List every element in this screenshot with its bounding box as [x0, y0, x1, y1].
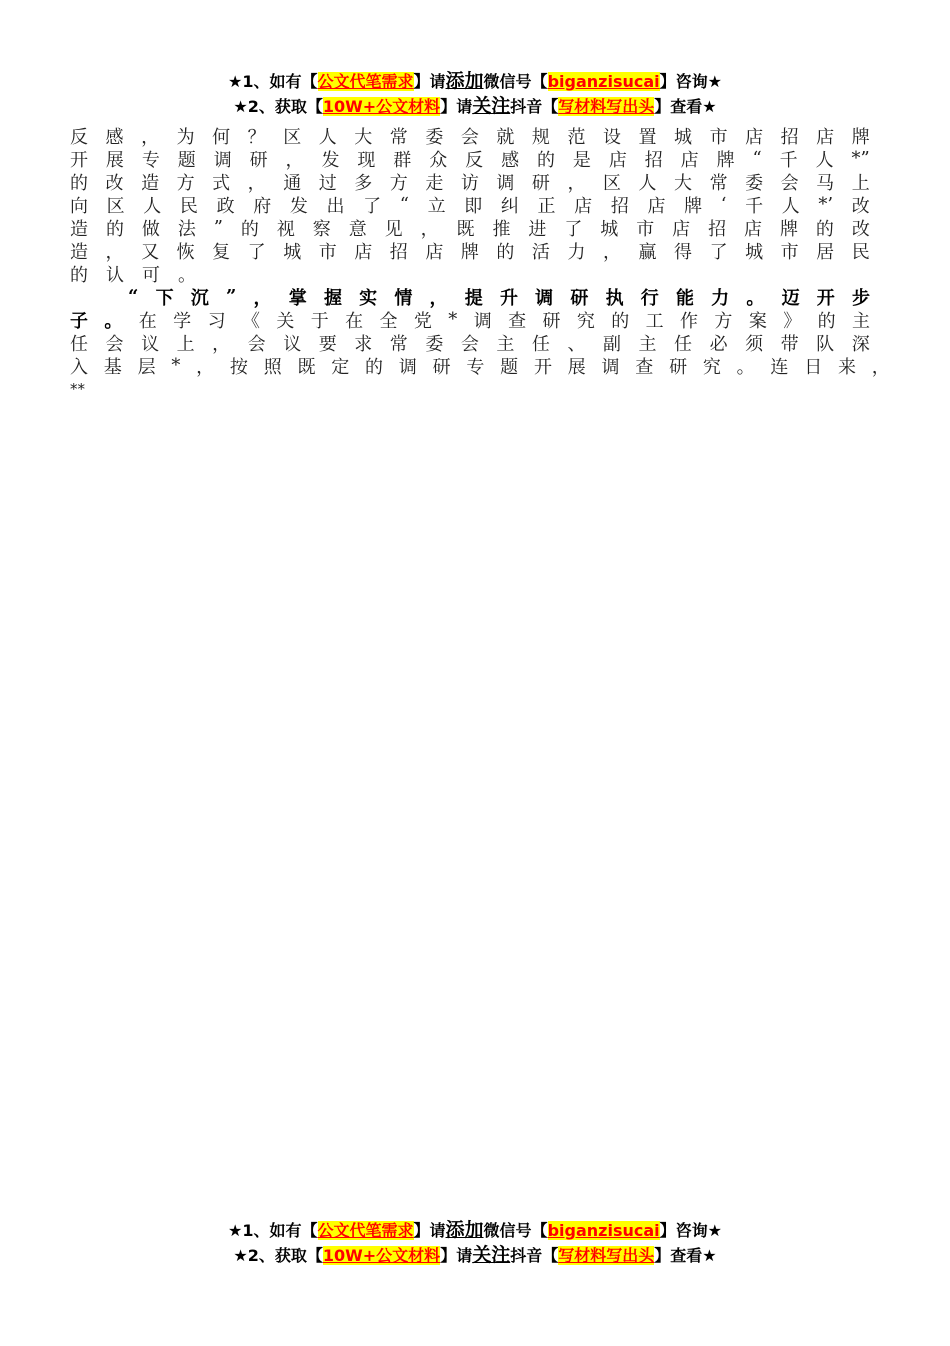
text-char: 副 [602, 333, 621, 355]
text-char: 既 [456, 218, 475, 240]
banner-text: 】咨询★ [659, 72, 722, 91]
text-char: ， [285, 149, 304, 171]
text-char: 了 [564, 218, 583, 240]
text-char: 调 [535, 287, 554, 309]
text-char: 市 [636, 218, 655, 240]
body-tail [70, 377, 870, 400]
text-char: 研 [669, 356, 688, 378]
text-char: 能 [675, 287, 694, 309]
text-char: 执 [605, 287, 624, 309]
text-char: 党 [413, 310, 432, 332]
text-char: *” [851, 148, 870, 169]
text-char: 下 [155, 287, 174, 309]
text-char: 议 [141, 333, 160, 355]
text-char: 众 [429, 149, 448, 171]
text-char: 于 [310, 310, 329, 332]
text-char: 常 [709, 172, 728, 194]
text-char: 就 [496, 126, 515, 148]
text-char: 会 [460, 333, 479, 355]
text-char: 照 [263, 356, 282, 378]
text-char: 牌 [851, 126, 870, 148]
text-char: 范 [567, 126, 586, 148]
document-body [70, 124, 890, 400]
text-char: ， [196, 356, 215, 378]
text-char: 查 [635, 356, 654, 378]
text-char: 店 [425, 241, 444, 263]
text-char: 的 [496, 241, 515, 263]
text-char: 来 [837, 356, 856, 378]
text-char: 城 [600, 218, 619, 240]
text-char: 何 [212, 126, 231, 148]
text-char: ， [105, 241, 124, 263]
emphasis-text: 关注 [472, 1244, 511, 1266]
footer-banner [0, 1218, 950, 1268]
text-char: 察 [312, 218, 331, 240]
text-char: 开 [816, 287, 835, 309]
text-char: 的 [611, 310, 630, 332]
text-char: 。 [104, 310, 123, 332]
text-char: “ [399, 194, 409, 215]
text-char: 究 [576, 310, 595, 332]
text-char: 规 [531, 126, 550, 148]
text-char: 了 [247, 241, 266, 263]
text-char: 的 [240, 218, 259, 240]
text-char: 求 [354, 333, 373, 355]
text-char: 是 [572, 149, 591, 171]
text-char: 访 [460, 172, 479, 194]
text-char: 走 [425, 172, 444, 194]
text-char: 市 [709, 126, 728, 148]
text-char: 研 [432, 356, 451, 378]
text-char: 区 [106, 195, 125, 217]
text-char: 造 [141, 172, 160, 194]
highlight-text: biganzisucai [547, 72, 660, 91]
emphasis-text: 添加 [445, 1219, 484, 1241]
text-char: 区 [602, 172, 621, 194]
text-char: 改 [851, 195, 870, 217]
banner-text: 抖音【 [510, 1246, 559, 1265]
text-char: 在 [138, 310, 157, 332]
text-char: ？ [247, 126, 266, 148]
text-char: 的 [70, 172, 88, 194]
text-char: 上 [176, 333, 195, 355]
text-char: ， [567, 172, 586, 194]
text-char: ， [141, 126, 160, 148]
text-char: 常 [389, 126, 408, 148]
text-char: 法 [177, 218, 196, 240]
text-char: 出 [326, 195, 345, 217]
text-char: 研 [249, 149, 268, 171]
text-char: 店 [680, 149, 699, 171]
text-char: 的 [70, 264, 88, 286]
text-char: 政 [216, 195, 235, 217]
bold-heading-line [70, 285, 870, 308]
text-char: ” [225, 286, 237, 307]
text-char: 方 [714, 310, 733, 332]
body-line [70, 239, 870, 262]
text-char: 店 [574, 195, 593, 217]
text-char: 题 [177, 149, 196, 171]
text-char: 查 [508, 310, 527, 332]
text-char: ， [871, 356, 890, 378]
text-char: 研 [542, 310, 561, 332]
text-char: 府 [253, 195, 272, 217]
text-char: 队 [816, 333, 835, 355]
text-char: 人 [143, 195, 162, 217]
text-char: 人 [318, 126, 337, 148]
text-char: 连 [770, 356, 789, 378]
text-char: 全 [379, 310, 398, 332]
text-char: 可 [142, 264, 160, 286]
highlight-text: 公文代笔需求 [317, 1221, 414, 1240]
text-char: 反 [70, 126, 88, 148]
text-char: 案 [748, 310, 767, 332]
text-char: 。 [736, 356, 755, 378]
text-char: 会 [247, 333, 266, 355]
text-char: 人 [815, 149, 834, 171]
text-char: 牌 [716, 149, 735, 171]
text-char: 掌 [288, 287, 307, 309]
text-char: 即 [464, 195, 483, 217]
text-char: 改 [105, 172, 124, 194]
text-char: ， [247, 172, 266, 194]
text-char: 居 [816, 241, 835, 263]
banner-text: 】请 [440, 1246, 473, 1265]
text-char: 按 [229, 356, 248, 378]
text-char: 作 [680, 310, 699, 332]
text-char: 造 [70, 241, 88, 263]
text-char: 发 [321, 149, 340, 171]
text-char: 的 [815, 218, 834, 240]
text-char: 调 [213, 149, 232, 171]
text-char: ， [602, 241, 621, 263]
text-char: 力 [567, 241, 586, 263]
body-line [70, 216, 870, 239]
text-char: 方 [389, 172, 408, 194]
text-char: *’ [818, 194, 834, 215]
body-line [70, 170, 870, 193]
text-char: 主 [638, 333, 657, 355]
banner-text: 微信号【 [483, 1221, 548, 1240]
text-char: 方 [176, 172, 195, 194]
text-char: 常 [389, 333, 408, 355]
text-char: 的 [817, 310, 836, 332]
text-char: “ [128, 286, 139, 307]
text-char: ， [420, 218, 439, 240]
text-char: 店 [745, 126, 764, 148]
text-char: 深 [851, 333, 870, 355]
text-char: 基 [103, 356, 122, 378]
text-char: 民 [851, 241, 870, 263]
text-char: 调 [601, 356, 620, 378]
banner-text: 】咨询★ [659, 1221, 722, 1240]
text-char: 店 [647, 195, 666, 217]
body-line [70, 331, 870, 354]
text-char: 感 [501, 149, 520, 171]
text-char: 群 [393, 149, 412, 171]
body-line [70, 262, 870, 285]
text-char: 专 [466, 356, 485, 378]
text-char: 究 [702, 356, 721, 378]
banner-text: 】查看★ [654, 97, 717, 116]
body-line [70, 193, 870, 216]
text-char: 做 [141, 218, 160, 240]
banner-line-2 [0, 1243, 950, 1268]
text-char: 会 [105, 333, 124, 355]
text-char: 招 [644, 149, 663, 171]
text-char: 改 [851, 218, 870, 240]
highlight-text: biganzisucai [547, 1221, 660, 1240]
text-char: 立 [427, 195, 446, 217]
tail-marker: ** [70, 379, 85, 398]
text-char: 开 [533, 356, 552, 378]
text-char: 城 [283, 241, 302, 263]
text-char: 牌 [684, 195, 703, 217]
text-char: 为 [176, 126, 195, 148]
text-char: 正 [537, 195, 556, 217]
text-char: 店 [608, 149, 627, 171]
text-char: ， [212, 333, 231, 355]
text-char: 复 [212, 241, 231, 263]
text-char: 的 [105, 218, 124, 240]
text-char: * [171, 355, 181, 376]
banner-line-1 [0, 1218, 950, 1243]
text-char: 千 [779, 149, 798, 171]
text-char: 店 [672, 218, 691, 240]
text-char: 研 [570, 287, 589, 309]
body-line [70, 354, 890, 377]
text-char: 子 [70, 310, 88, 332]
text-char: 专 [141, 149, 160, 171]
text-char: 千 [745, 195, 764, 217]
body-line [70, 124, 870, 147]
highlight-text: 写材料写出头 [558, 1246, 655, 1265]
text-char: 沉 [190, 287, 209, 309]
text-char: 设 [602, 126, 621, 148]
text-char: 过 [318, 172, 337, 194]
text-char: 活 [531, 241, 550, 263]
text-char: 。 [178, 264, 196, 286]
text-char: 层 [137, 356, 156, 378]
text-char: 牌 [460, 241, 479, 263]
text-char: 迈 [781, 287, 800, 309]
text-char: 上 [851, 172, 870, 194]
text-char: 会 [780, 172, 799, 194]
text-char: 入 [70, 356, 88, 378]
text-char: 视 [276, 218, 295, 240]
text-char: 市 [318, 241, 337, 263]
text-char: 城 [745, 241, 764, 263]
text-char: 招 [610, 195, 629, 217]
text-char: 反 [465, 149, 484, 171]
banner-text: 抖音【 [510, 97, 559, 116]
text-char: “ [752, 148, 762, 169]
text-char: 调 [398, 356, 417, 378]
text-char: 的 [536, 149, 555, 171]
text-char: 带 [780, 333, 799, 355]
header-banner [0, 69, 950, 119]
text-char: 造 [70, 218, 88, 240]
text-char: 主 [496, 333, 515, 355]
text-char: 力 [711, 287, 730, 309]
text-char: 须 [745, 333, 764, 355]
text-char: 定 [331, 356, 350, 378]
text-char: 行 [640, 287, 659, 309]
highlight-text: 写材料写出头 [558, 97, 655, 116]
text-char: 研 [531, 172, 550, 194]
text-char: 》 [783, 310, 802, 332]
text-char: 工 [645, 310, 664, 332]
text-char: 既 [297, 356, 316, 378]
text-char: 调 [473, 310, 492, 332]
text-char: 招 [389, 241, 408, 263]
banner-text: 】请 [413, 72, 446, 91]
text-char: 人 [781, 195, 800, 217]
text-char: 议 [283, 333, 302, 355]
text-char: 委 [745, 172, 764, 194]
text-char: 展 [105, 149, 124, 171]
text-char: 调 [496, 172, 515, 194]
text-char: 推 [492, 218, 511, 240]
emphasis-text: 添加 [445, 70, 484, 92]
banner-text: ★2、获取【 [233, 97, 323, 116]
text-char: 委 [425, 333, 444, 355]
text-char: 学 [173, 310, 192, 332]
text-char: 店 [744, 218, 763, 240]
text-char: 展 [567, 356, 586, 378]
text-char: 恢 [176, 241, 195, 263]
text-char: 握 [323, 287, 342, 309]
text-char: ‘ [720, 194, 727, 215]
text-char: 在 [345, 310, 364, 332]
text-char: 招 [708, 218, 727, 240]
highlight-text: 公文代笔需求 [317, 72, 414, 91]
text-char: ” [213, 217, 223, 238]
text-char: 得 [674, 241, 693, 263]
text-char: 城 [674, 126, 693, 148]
text-char: 马 [816, 172, 835, 194]
text-char: 进 [528, 218, 547, 240]
text-char: 必 [709, 333, 728, 355]
text-char: 委 [425, 126, 444, 148]
banner-text: ★1、如有【 [228, 72, 318, 91]
text-char: 任 [531, 333, 550, 355]
banner-text: 】请 [413, 1221, 446, 1240]
body-line [70, 147, 870, 170]
text-char: ， [253, 287, 272, 309]
banner-text: ★1、如有【 [228, 1221, 318, 1240]
text-char: 会 [460, 126, 479, 148]
text-char: 牌 [779, 218, 798, 240]
text-char: 的 [365, 356, 384, 378]
banner-line-1 [0, 69, 950, 94]
text-char: ， [429, 287, 448, 309]
text-char: 主 [851, 310, 870, 332]
banner-line-2 [0, 94, 950, 119]
text-char: 店 [816, 126, 835, 148]
text-char: 。 [746, 287, 765, 309]
text-char: 大 [674, 172, 693, 194]
text-char: 纠 [500, 195, 519, 217]
text-char: 见 [384, 218, 403, 240]
text-char: 任 [70, 333, 88, 355]
mixed-line [70, 308, 870, 331]
banner-text: 】查看★ [654, 1246, 717, 1265]
text-char: 大 [354, 126, 373, 148]
emphasis-text: 关注 [472, 95, 511, 117]
banner-text: ★2、获取【 [233, 1246, 323, 1265]
text-char: 开 [70, 149, 88, 171]
text-char: 题 [500, 356, 519, 378]
text-char: 升 [499, 287, 518, 309]
text-char: 情 [394, 287, 413, 309]
text-char: 实 [359, 287, 378, 309]
banner-text: 】请 [440, 97, 473, 116]
text-char: 民 [179, 195, 198, 217]
text-char: 赢 [638, 241, 657, 263]
text-char: 市 [780, 241, 799, 263]
text-char: 意 [348, 218, 367, 240]
text-char: 区 [283, 126, 302, 148]
text-char: 要 [318, 333, 337, 355]
highlight-text: 10W+公文材料 [322, 1246, 441, 1265]
text-char: 习 [207, 310, 226, 332]
text-char: 、 [567, 333, 586, 355]
text-char: 日 [804, 356, 823, 378]
text-char: 招 [780, 126, 799, 148]
text-char: 多 [354, 172, 373, 194]
text-char: 店 [354, 241, 373, 263]
text-char: 感 [105, 126, 124, 148]
text-char: 《 [241, 310, 260, 332]
text-char: 又 [141, 241, 160, 263]
text-char: 人 [638, 172, 657, 194]
text-char: 步 [851, 287, 870, 309]
text-char: 了 [709, 241, 728, 263]
text-char: 置 [638, 126, 657, 148]
banner-text: 微信号【 [483, 72, 548, 91]
text-char: 向 [70, 195, 88, 217]
text-char: 现 [357, 149, 376, 171]
text-char: * [448, 309, 458, 330]
text-char: 关 [276, 310, 295, 332]
text-char: 通 [283, 172, 302, 194]
text-char: 发 [289, 195, 308, 217]
text-char: 了 [363, 195, 382, 217]
text-char: 任 [674, 333, 693, 355]
text-char: 提 [464, 287, 483, 309]
highlight-text: 10W+公文材料 [322, 97, 441, 116]
text-char: 式 [212, 172, 231, 194]
text-char: 认 [106, 264, 124, 286]
